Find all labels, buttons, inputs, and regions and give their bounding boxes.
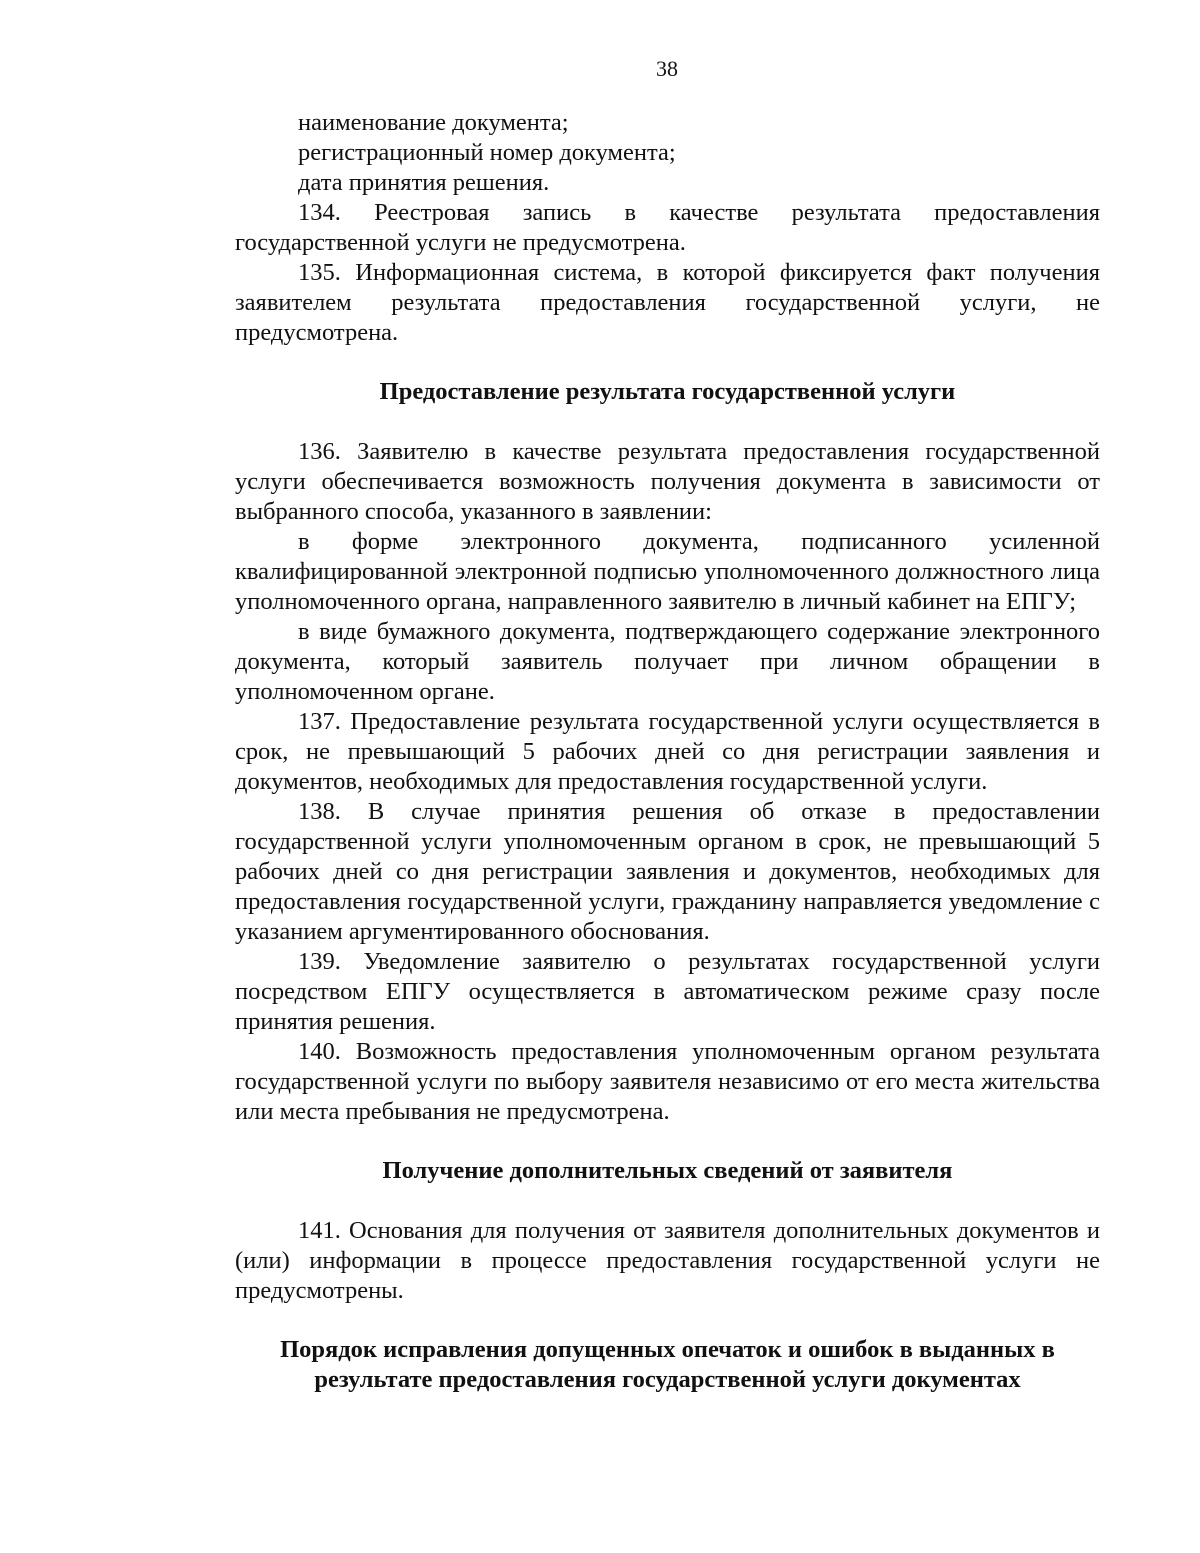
- section-heading: Предоставление результата государственной услуги: [379, 378, 956, 405]
- document-body: [235, 108, 1100, 1395]
- section-heading-line: Порядок исправления допущенных опечаток и ошибок в выданных в: [280, 1336, 1055, 1363]
- paragraph-135: 135. Информационная система, в которой фиксируется факт получения заявителем результата предоставления государственной услуги, не предусмотрена.: [235, 259, 1100, 346]
- section-heading: Получение дополнительных сведений от заявителя: [382, 1157, 953, 1184]
- paragraph-136-option-electronic: в форме электронного документа, подписанного усиленной квалифицированной электронной подписью уполномоченного должностного лица уполномоченного органа, направленного заявителю в личный кабинет на ЕПГУ;: [235, 528, 1100, 615]
- paragraph-138: 138. В случае принятия решения об отказе в предоставлении государственной услуги уполномоченным органом в срок, не превышающий 5 рабочих дней со дня регистрации заявления и документов, необходимых для предоставления государственной услуги, гражданину направляется уведомление с указанием аргументированного обоснования.: [235, 798, 1100, 945]
- paragraph-137: 137. Предоставление результата государственной услуги осуществляется в срок, не превышающий 5 рабочих дней со дня регистрации заявления и документов, необходимых для предоставления государственной услуги.: [235, 708, 1100, 795]
- paragraph-134: 134. Реестровая запись в качестве результата предоставления государственной услуги не предусмотрена.: [235, 199, 1100, 256]
- page-number: 38: [656, 56, 678, 81]
- section-heading: [235, 1335, 1100, 1395]
- intro-line: регистрационный номер документа;: [298, 139, 676, 166]
- paragraph-139: 139. Уведомление заявителю о результатах государственной услуги посредством ЕПГУ осуществляется в автоматическом режиме сразу после принятия решения.: [235, 948, 1100, 1035]
- section-heading-line: результате предоставления государственной услуги документах: [314, 1366, 1021, 1393]
- paragraph-141: 141. Основания для получения от заявителя дополнительных документов и (или) информации в процессе предоставления государственной услуги не предусмотрены.: [235, 1217, 1100, 1304]
- paragraph-140: 140. Возможность предоставления уполномоченным органом результата государственной услуги по выбору заявителя независимо от его места жительства или места пребывания не предусмотрена.: [235, 1038, 1100, 1125]
- paragraph-136: 136. Заявителю в качестве результата предоставления государственной услуги обеспечивается возможность получения документа в зависимости от выбранного способа, указанного в заявлении:: [235, 438, 1100, 525]
- intro-line: наименование документа;: [298, 109, 569, 136]
- intro-line: дата принятия решения.: [298, 169, 550, 196]
- paragraph-136-option-paper: в виде бумажного документа, подтверждающего содержание электронного документа, который заявитель получает при личном обращении в уполномоченном органе.: [235, 618, 1100, 705]
